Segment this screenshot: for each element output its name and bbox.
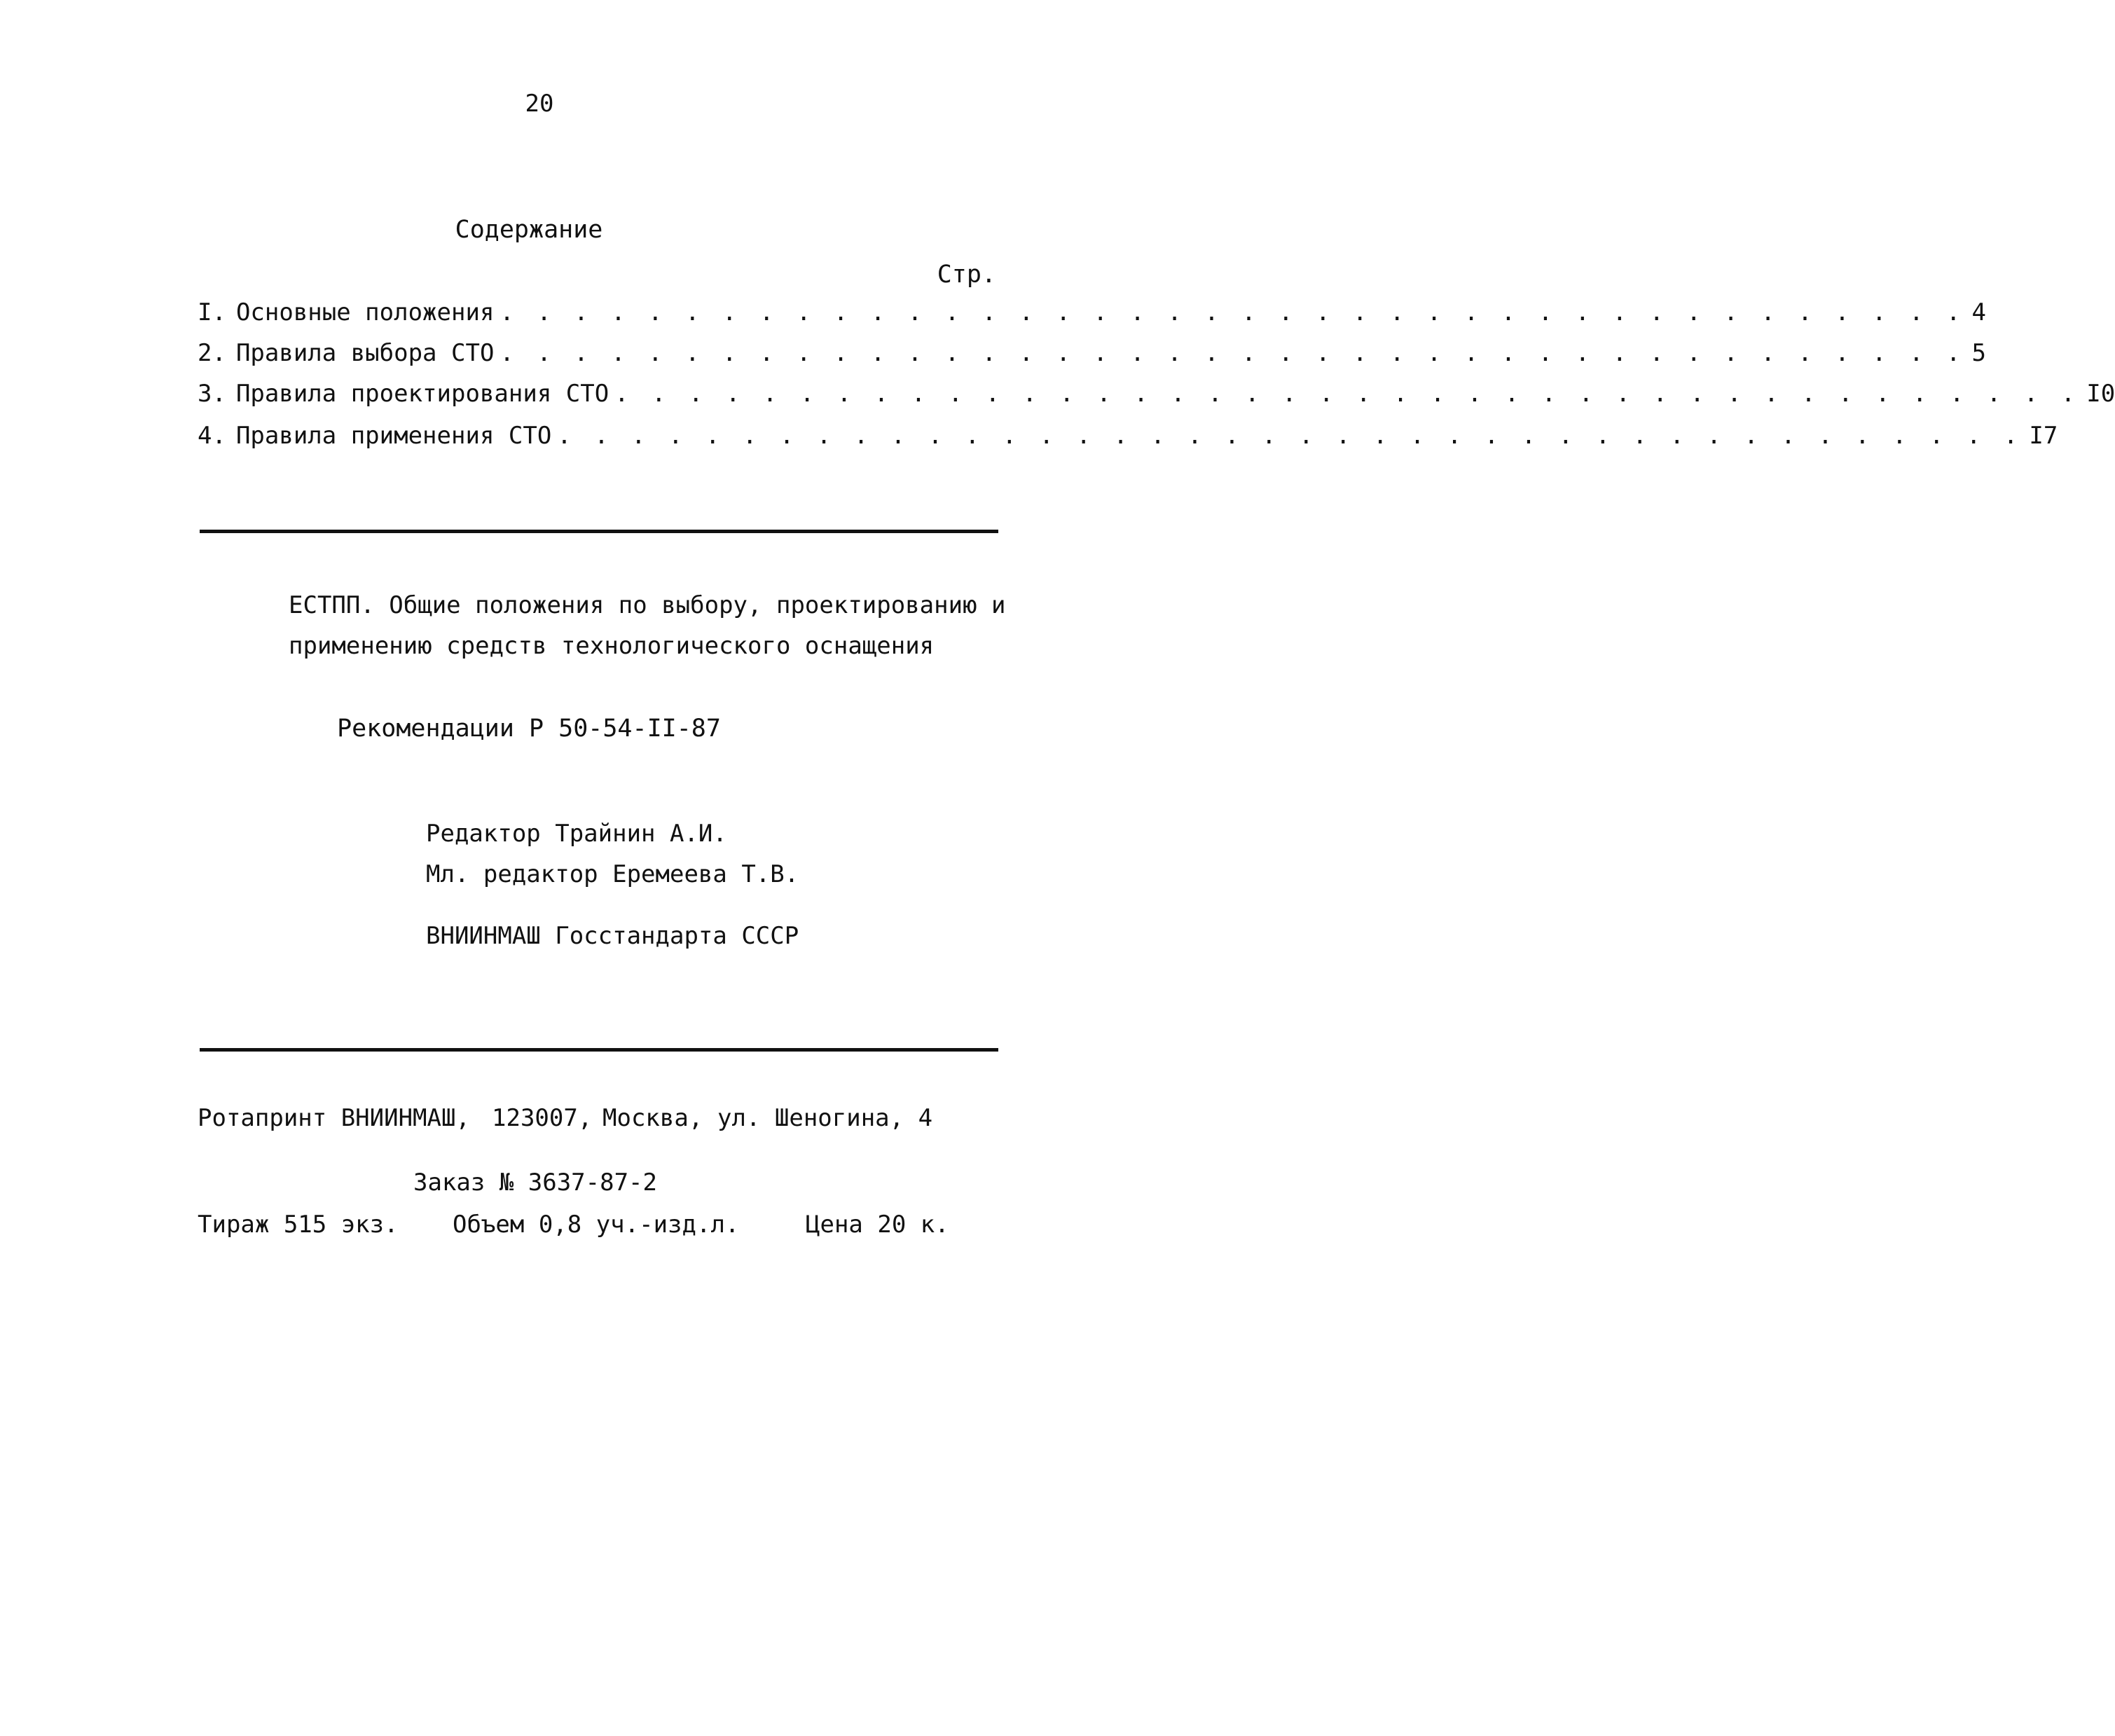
editor: Редактор Трайнин А.И. (426, 820, 727, 848)
publisher: ВНИИНМАШ Госстандарта СССР (426, 922, 799, 950)
postcode: 123007, (492, 1104, 593, 1132)
divider (200, 1048, 998, 1052)
document-title-line-2: применению средств технологического оснащения (289, 632, 935, 660)
toc-item (198, 380, 2115, 412)
toc-item-label: Основные положения (235, 298, 495, 326)
toc-leader-dots: . . . . . . . . . . . . . . . . . . . . . . . . . . . . . . . . . . . . . . . . (557, 422, 2023, 450)
page-number: 20 (525, 90, 554, 118)
toc-leader-dots: . . . . . . . . . . . . . . . . . . . . . . . . . . . . . . . . . . . . . . . . (614, 380, 2080, 408)
printer-name: Ротапринт ВНИИНМАШ, (198, 1104, 470, 1132)
toc-item-number: 4. (198, 422, 226, 450)
toc-item-label: Правила выбора СТО (235, 339, 495, 367)
toc-item-label: Правила проектирования СТО (235, 380, 609, 408)
toc-leader-dots: . . . . . . . . . . . . . . . . . . . . . . . . . . . . . . . . . . . . . . . . (500, 339, 1965, 367)
volume: Объем 0,8 уч.-изд.л. (453, 1211, 740, 1239)
toc-item (198, 298, 1987, 331)
toc-item-page: 5 (1971, 339, 1987, 367)
document-title-line-1: ЕСТПП. Общие положения по выбору, проектированию и (289, 591, 1006, 619)
toc-item-number: 2. (198, 339, 226, 367)
circulation: Тираж 515 экз. (198, 1211, 399, 1239)
street: ул. Шеногина, 4 (717, 1104, 933, 1132)
toc-page-column-header: Стр. (937, 261, 996, 289)
toc-item-page: I0 (2086, 380, 2115, 408)
junior-editor: Мл. редактор Еремеева Т.В. (426, 860, 799, 888)
toc-item (198, 422, 2058, 454)
toc-title: Содержание (455, 216, 603, 244)
toc-item-page: I7 (2029, 422, 2058, 450)
recommendation-number: Рекомендации Р 50-54-II-87 (337, 715, 721, 743)
toc-item-label: Правила применения СТО (235, 422, 552, 450)
price: Цена 20 к. (806, 1211, 949, 1239)
divider (200, 530, 998, 533)
toc-item-number: I. (198, 298, 226, 326)
toc-leader-dots: . . . . . . . . . . . . . . . . . . . . . . . . . . . . . . . . . . . . . . . . (500, 298, 1965, 326)
order-number: Заказ № 3637-87-2 (413, 1169, 657, 1197)
toc-item-page: 4 (1971, 298, 1987, 326)
toc-item (198, 339, 1987, 371)
toc-item-number: 3. (198, 380, 226, 408)
city: Москва, (602, 1104, 703, 1132)
